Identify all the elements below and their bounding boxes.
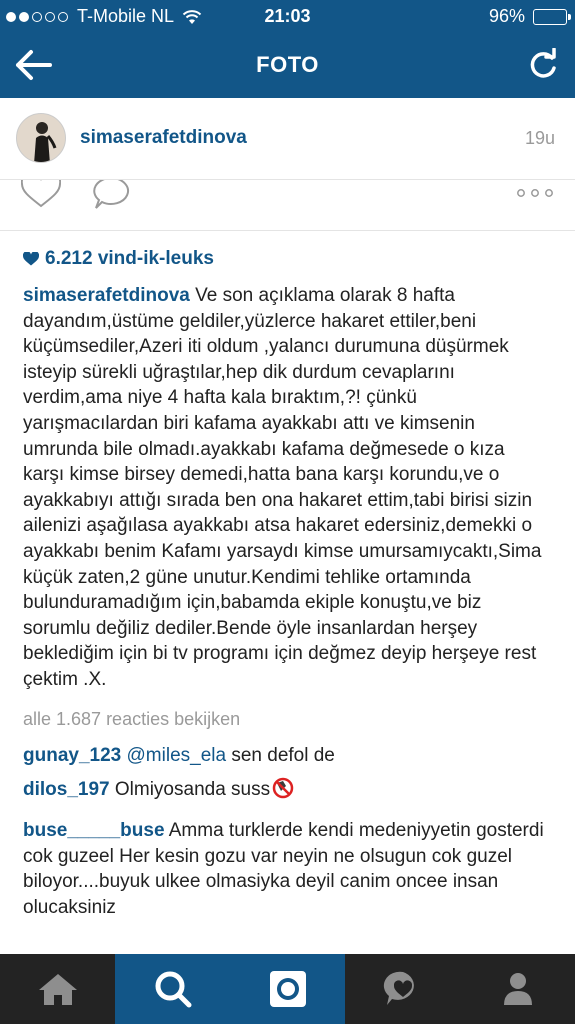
activity-icon	[383, 969, 423, 1009]
no-speaking-emoji-icon	[272, 777, 294, 799]
comment-item	[23, 743, 548, 769]
avatar[interactable]	[16, 113, 66, 163]
action-row	[0, 180, 575, 231]
avatar-image	[17, 114, 66, 163]
comment-mention[interactable]: @miles_ela	[126, 745, 227, 766]
top-bar	[0, 0, 575, 98]
battery-percent: 96%	[488, 6, 525, 26]
refresh-icon[interactable]	[527, 48, 559, 82]
comment-icon[interactable]	[92, 180, 132, 212]
comment-text: Amma turklerde kendi medeniyyetin gosterdi cok guzeel Her kesin gozu var neyin ne olsugun cok guzel biloyor....buyuk ulkee olmasiyka deyil canim oncee insan olucaksiniz	[23, 820, 544, 918]
comment-username[interactable]: buse_____buse	[23, 820, 165, 841]
heart-icon[interactable]	[21, 180, 61, 212]
status-time: 21:03	[264, 6, 311, 26]
likes-count[interactable]	[23, 248, 214, 270]
carrier-label: T-Mobile NL	[77, 6, 175, 26]
caption-text: Ve son açıklama olarak 8 hafta dayandım,üstüme geldiler,yüzlerce hakaret ettiler,beni küçümsediler,Azeri iti oldum ,yalancı durumuna düşürmek isteyip sürekli uğraştılar,hep dik durdum cevaplarını verdim,ama niye 4 hafta kala bıraktım,?! çünkü yarışmacılardan biri kafama ayakkabı attı ve kimsenin umrunda bile olmadı.ayakkabı kafama değmesede o kıza karşı kimse birsey demedi,hatta bana karşı korundu,ve o ayakkabıyı attığı sırada ben ona hakaret ettim,tabi birisi sizin ailenizi aşağılasa ayakkabı atsa hakaret edersiniz,demekki o ayakkabı benim Kafamı yarsaydı kimse umursamıycaktı,Sima küçük zaten,2 güne unutur.Kendimi tehlike ortamında bulunduramadığım için,babamda ekiple konuştu,ve biz sorumlu değiliz dediler.Bende öyle insanlardan herşey beklediğim için bi tv programı için değmez deyip herşeye rest çektim .X.	[23, 285, 542, 690]
post-header	[0, 98, 575, 180]
nav-bar	[0, 33, 575, 98]
tab-activity[interactable]	[345, 954, 460, 1024]
tab-camera[interactable]	[230, 954, 345, 1024]
comment-username[interactable]: gunay_123	[23, 745, 122, 766]
tab-home[interactable]	[0, 954, 115, 1024]
post-caption	[23, 283, 548, 693]
home-icon	[36, 971, 80, 1007]
camera-icon	[268, 969, 308, 1009]
more-options-icon[interactable]	[517, 188, 553, 198]
post-time: 19u	[524, 128, 555, 148]
likes-label: 6.212 vind-ik-leuks	[45, 248, 214, 269]
comment-text: sen defol de	[226, 745, 335, 766]
page-title: FOTO	[256, 52, 319, 77]
tab-bar	[0, 954, 575, 1024]
comment-text: Olmiyosanda suss	[109, 779, 271, 800]
post-username[interactable]: simaserafetdinova	[80, 127, 247, 148]
view-all-comments-link[interactable]: alle 1.687 reacties bekijken	[23, 709, 241, 729]
caption-username[interactable]: simaserafetdinova	[23, 285, 190, 306]
tab-search[interactable]	[115, 954, 230, 1024]
status-right	[489, 6, 567, 27]
comment-username[interactable]: dilos_197	[23, 779, 110, 800]
search-icon	[153, 969, 193, 1009]
battery-icon	[533, 9, 567, 25]
profile-icon	[498, 969, 538, 1009]
status-bar	[0, 0, 575, 33]
heart-filled-icon	[23, 252, 39, 266]
tab-profile[interactable]	[460, 954, 575, 1024]
comment-item	[23, 818, 548, 920]
comment-item	[23, 777, 548, 803]
